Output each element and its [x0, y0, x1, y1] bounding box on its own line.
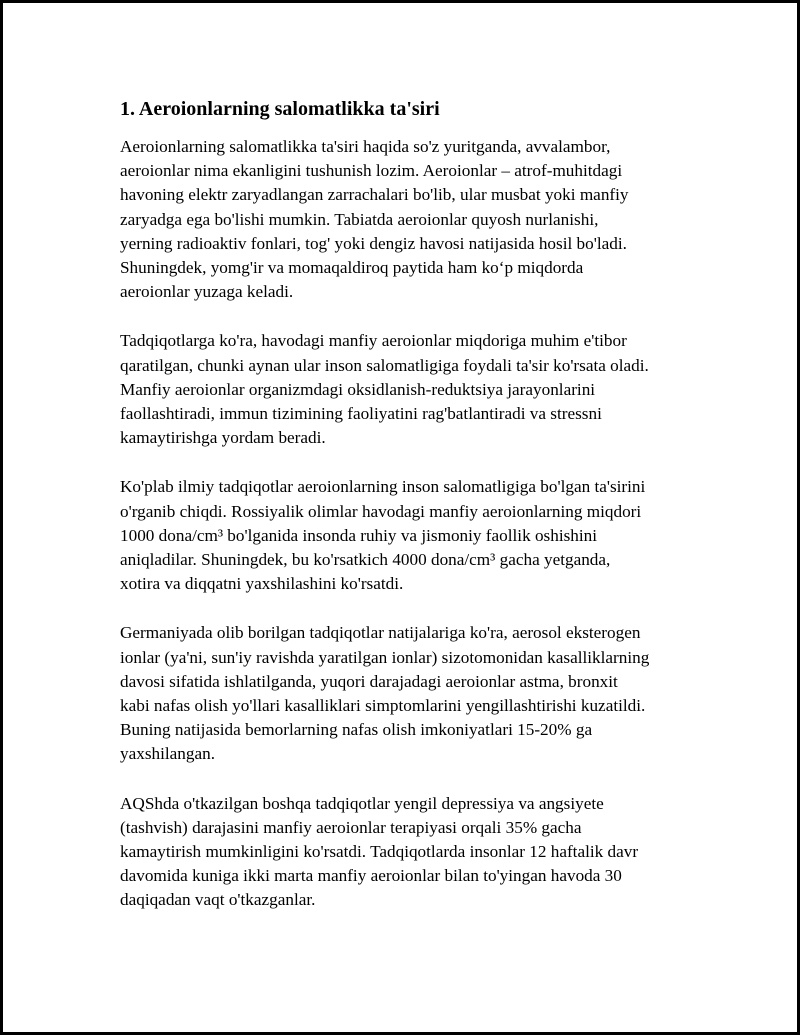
- text-line: Shuningdek, yomg'ir va momaqaldiroq paytida ham koʻp miqdorda: [120, 258, 584, 278]
- text-line: aniqladilar. Shuningdek, bu ko'rsatkich 4000 dona/cm³ gacha yetganda,: [120, 550, 611, 570]
- text-line: Manfiy aeroionlar organizmdagi oksidlanish-reduktsiya jarayonlarini: [120, 379, 596, 399]
- text-line: faollashtiradi, immun tizimining faoliyatini rag'batlantiradi va stressni: [120, 404, 602, 424]
- text-line: Ko'plab ilmiy tadqiqotlar aeroionlarning inson salomatligiga bo'lgan ta'sirini: [120, 477, 646, 497]
- text-line: yaxshilangan.: [120, 744, 215, 764]
- section-heading: 1. Aeroionlarning salomatlikka ta'siri: [120, 98, 440, 120]
- paragraph-negative-ions: [120, 329, 690, 450]
- text-line: qaratilgan, chunki aynan ular inson salomatligiga foydali ta'sir ko'rsata oladi.: [120, 355, 649, 375]
- text-line: Tadqiqotlarga ko'ra, havodagi manfiy aeroionlar miqdoriga muhim e'tibor: [120, 331, 627, 351]
- text-line: davosi sifatida ishlatilganda, yuqori darajadagi aeroionlar astma, bronxit: [120, 671, 618, 691]
- paragraph-usa-research: [120, 792, 690, 913]
- text-line: (tashvish) darajasini manfiy aeroionlar terapiyasi orqali 35% gacha: [120, 817, 582, 837]
- text-line: aeroionlar yuzaga keladi.: [120, 282, 294, 302]
- text-line: xotira va diqqatni yaxshilashini ko'rsatdi.: [120, 574, 404, 594]
- document-body: [120, 95, 690, 938]
- text-line: aeroionlar nima ekanligini tushunish lozim. Aeroionlar – atrof-muhitdagi: [120, 161, 623, 181]
- text-line: kamaytirishga yordam beradi.: [120, 428, 326, 448]
- text-line: Germaniyada olib borilgan tadqiqotlar natijalariga ko'ra, aerosol eksterogen: [120, 623, 641, 643]
- text-line: Aeroionlarning salomatlikka ta'siri haqida so'z yuritganda, avvalambor,: [120, 137, 611, 156]
- text-line: kabi nafas olish yo'llari kasalliklari simptomlarini yengillashtirishi kuzatildi.: [120, 696, 646, 716]
- paragraph-german-research: [120, 621, 690, 766]
- text-line: AQShda o'tkazilgan boshqa tadqiqotlar yengil depressiya va angsiyete: [120, 793, 604, 813]
- text-line: 1000 dona/cm³ bo'lganida insonda ruhiy va jismoniy faollik oshishini: [120, 525, 598, 545]
- text-line: kamaytirish mumkinligini ko'rsatdi. Tadqiqotlarda insonlar 12 haftalik davr: [120, 842, 639, 862]
- text-line: havoning elektr zaryadlangan zarrachalari bo'lib, ular musbat yoki manfiy: [120, 185, 629, 205]
- paragraph-intro: [120, 135, 690, 304]
- text-line: yerning radioaktiv fonlari, tog' yoki dengiz havosi natijasida hosil bo'ladi.: [120, 233, 627, 253]
- text-line: o'rganib chiqdi. Rossiyalik olimlar havodagi manfiy aeroionlarning miqdori: [120, 501, 642, 521]
- text-line: daqiqadan vaqt o'tkazganlar.: [120, 890, 316, 910]
- text-line: Buning natijasida bemorlarning nafas olish imkoniyatlari 15-20% ga: [120, 720, 593, 740]
- paragraph-russian-research: [120, 475, 690, 596]
- text-line: zaryadga ega bo'lishi mumkin. Tabiatda aeroionlar quyosh nurlanishi,: [120, 209, 599, 229]
- text-line: ionlar (ya'ni, sun'iy ravishda yaratilgan ionlar) sizotomonidan kasalliklarning: [120, 647, 650, 667]
- text-line: davomida kuniga ikki marta manfiy aeroionlar bilan to'yingan havoda 30: [120, 866, 622, 886]
